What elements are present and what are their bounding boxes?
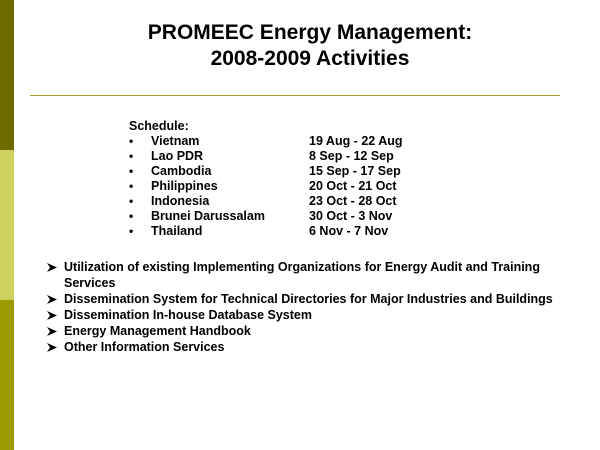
list-item: [47, 291, 582, 307]
schedule-row: [129, 164, 403, 179]
schedule-row: [129, 149, 403, 164]
schedule-row: [129, 179, 403, 194]
bullet-icon: •: [129, 209, 134, 223]
title-line-2: 2008-2009 Activities: [210, 47, 410, 70]
slide-title: [20, 20, 600, 72]
title-divider: [30, 95, 560, 96]
activities-list: [47, 259, 582, 355]
schedule-dates: 19 Aug - 22 Aug: [309, 134, 403, 148]
schedule-country: Brunei Darussalam: [151, 209, 265, 223]
arrow-bullet-icon: [47, 291, 64, 307]
bullet-icon: •: [129, 179, 134, 193]
schedule-country: Vietnam: [151, 134, 200, 148]
schedule-row: [129, 194, 403, 209]
schedule-block: [129, 119, 403, 239]
schedule-row: [129, 209, 403, 224]
schedule-country: Thailand: [151, 224, 203, 238]
sidebar-band-bottom: [0, 300, 14, 450]
bullet-icon: •: [129, 134, 134, 148]
activity-text: Dissemination System for Technical Directories for Major Industries and Buildings: [64, 292, 553, 306]
list-item: [47, 307, 582, 323]
schedule-country: Cambodia: [151, 164, 212, 178]
activity-text: Utilization of existing Implementing Organizations for Energy Audit and Training Services: [64, 260, 540, 290]
activity-text: Energy Management Handbook: [64, 324, 251, 338]
arrow-bullet-icon: [47, 259, 64, 291]
schedule-row: [129, 134, 403, 149]
list-item: [47, 339, 582, 355]
arrow-bullet-icon: [47, 339, 64, 355]
arrow-bullet-icon: [47, 323, 64, 339]
schedule-label: Schedule:: [129, 119, 189, 133]
title-line-1: PROMEEC Energy Management:: [147, 21, 473, 44]
bullet-icon: •: [129, 194, 134, 208]
schedule-dates: 6 Nov - 7 Nov: [309, 224, 389, 238]
schedule-dates: 30 Oct - 3 Nov: [309, 209, 393, 223]
bullet-icon: •: [129, 164, 134, 178]
sidebar-band-top: [0, 0, 14, 150]
schedule-dates: 8 Sep - 12 Sep: [309, 149, 394, 163]
sidebar-band-middle: [0, 150, 14, 300]
schedule-country: Indonesia: [151, 194, 210, 208]
activity-text: Other Information Services: [64, 340, 225, 354]
schedule-dates: 20 Oct - 21 Oct: [309, 179, 397, 193]
schedule-dates: 23 Oct - 28 Oct: [309, 194, 397, 208]
list-item: [47, 259, 582, 291]
arrow-bullet-icon: [47, 307, 64, 323]
activity-text: Dissemination In-house Database System: [64, 308, 312, 322]
schedule-dates: 15 Sep - 17 Sep: [309, 164, 401, 178]
list-item: [47, 323, 582, 339]
bullet-icon: •: [129, 224, 134, 238]
schedule-row: [129, 224, 403, 239]
bullet-icon: •: [129, 149, 134, 163]
schedule-country: Lao PDR: [151, 149, 204, 163]
schedule-country: Philippines: [151, 179, 218, 193]
